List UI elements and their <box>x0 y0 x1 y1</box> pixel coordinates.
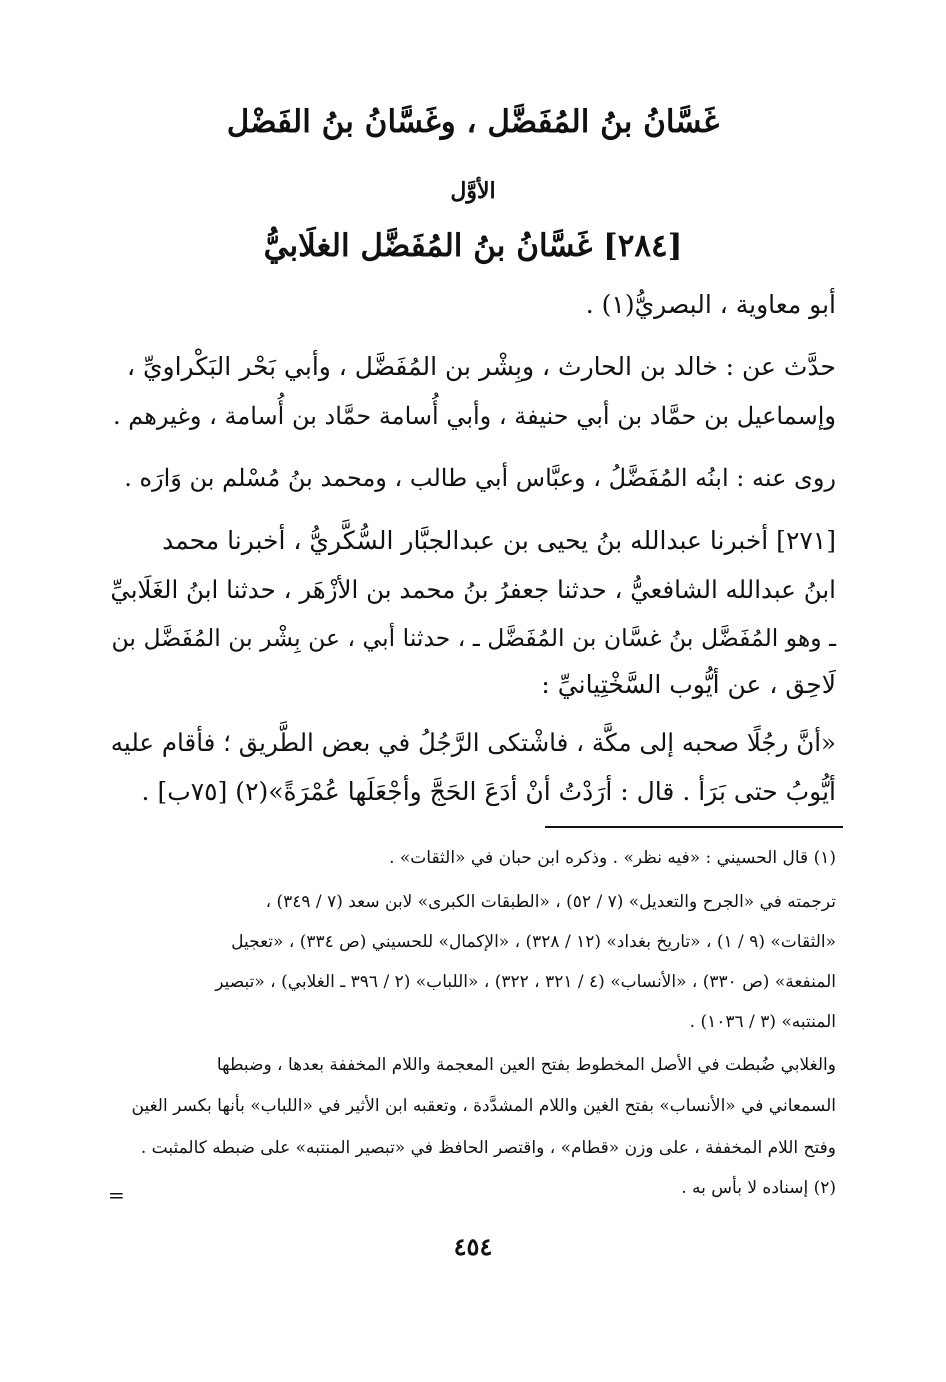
footnote-line: والغلابي ضُبطت في الأصل المخطوط بفتح العين المعجمة واللام المخففة بعدها ، وضبطها <box>216 1055 836 1075</box>
footnote-line: وفتح اللام المخففة ، على وزن «قطام» ، واقتصر الحافظ في «تبصير المنتبه» على ضبطه كالمثبت . <box>140 1138 836 1158</box>
footnote-line: المنفعة» (ص ٣٣٠) ، «الأنساب» (٤ / ٣٢١ ، ٣٢٢) ، «اللباب» (٢ / ٣٩٦ ـ الغلابي) ، «تبصير <box>215 972 836 992</box>
body-line: ـ وهو المُفَضَّل بنُ غسَّان بن المُفَضَّل ـ ، حدثنا أبي ، عن بِشْر بن المُفَضَّل بن <box>111 624 836 652</box>
body-line: ابنُ عبدالله الشافعيُّ ، حدثنا جعفرُ بنُ محمد بن الأزْهَر ، حدثنا ابنُ الغَلَابيِّ <box>110 575 836 604</box>
body-line: حدَّث عن : خالد بن الحارث ، وبِشْر بن المُفَضَّل ، وأبي بَحْر البَكْراويِّ ، <box>126 352 836 381</box>
body-line: لَاحِق ، عن أيُّوب السَّخْتِيانيِّ : <box>541 670 836 699</box>
subsection-label: الأوَّل <box>450 178 496 204</box>
body-line: أيُّوبُ حتى بَرَأ . قال : أرَدْتُ أنْ أدَعَ الحَجَّ وأجْعَلَها عُمْرَةً»(٢) [٧٥ب] . <box>141 777 836 806</box>
body-line: [٢٧١] أخبرنا عبدالله بنُ يحيى بن عبدالجبَّار السُّكَّريُّ ، أخبرنا محمد <box>162 526 836 555</box>
continuation-mark: = <box>108 1183 125 1207</box>
entry-title: [٢٨٤] غَسَّانُ بنُ المُفَضَّل الغلَابيُّ <box>263 228 683 264</box>
body-line: أبو معاوية ، البصريُّ(١) . <box>585 290 836 319</box>
page-number: ٤٥٤ <box>453 1232 493 1261</box>
footnote-line: (٢) إسناده لا بأس به . <box>681 1178 836 1198</box>
footnote-line: (١) قال الحسيني : «فيه نظر» . وذكره ابن حبان في «الثقات» . <box>389 848 836 868</box>
footnote-line: السمعاني في «الأنساب» بفتح الغين واللام المشدَّدة ، وتعقبه ابن الأثير في «اللباب» بأنها بكسر الغين <box>131 1096 836 1116</box>
body-line: روى عنه : ابنُه المُفَضَّلُ ، وعبَّاس أبي طالب ، ومحمد بنُ مُسْلم بن وَارَه . <box>124 464 836 492</box>
body-line: «أنَّ رجُلًا صحبه إلى مكَّة ، فاشْتكى الرَّجُلُ في بعض الطَّريق ؛ فأقام عليه <box>110 728 836 757</box>
footnote-separator <box>545 826 843 828</box>
footnote-line: ترجمته في «الجرح والتعديل» (٧ / ٥٢) ، «الطبقات الكبرى» لابن سعد (٧ / ٣٤٩) ، <box>265 892 836 912</box>
footnote-line: «الثقات» (٩ / ١) ، «تاريخ بغداد» (١٢ / ٣٢٨) ، «الإكمال» للحسيني (ص ٣٣٤) ، «تعجيل <box>231 932 836 952</box>
body-line: وإسماعيل بن حمَّاد بن أبي حنيفة ، وأبي أُسامة حمَّاد بن أُسامة ، وغيرهم . <box>113 402 836 430</box>
footnote-line: المنتبه» (٣ / ١٠٣٦) . <box>689 1012 836 1032</box>
section-title: غَسَّانُ بنُ المُفَضَّل ، وغَسَّانُ بنُ الفَضْل <box>226 104 720 140</box>
